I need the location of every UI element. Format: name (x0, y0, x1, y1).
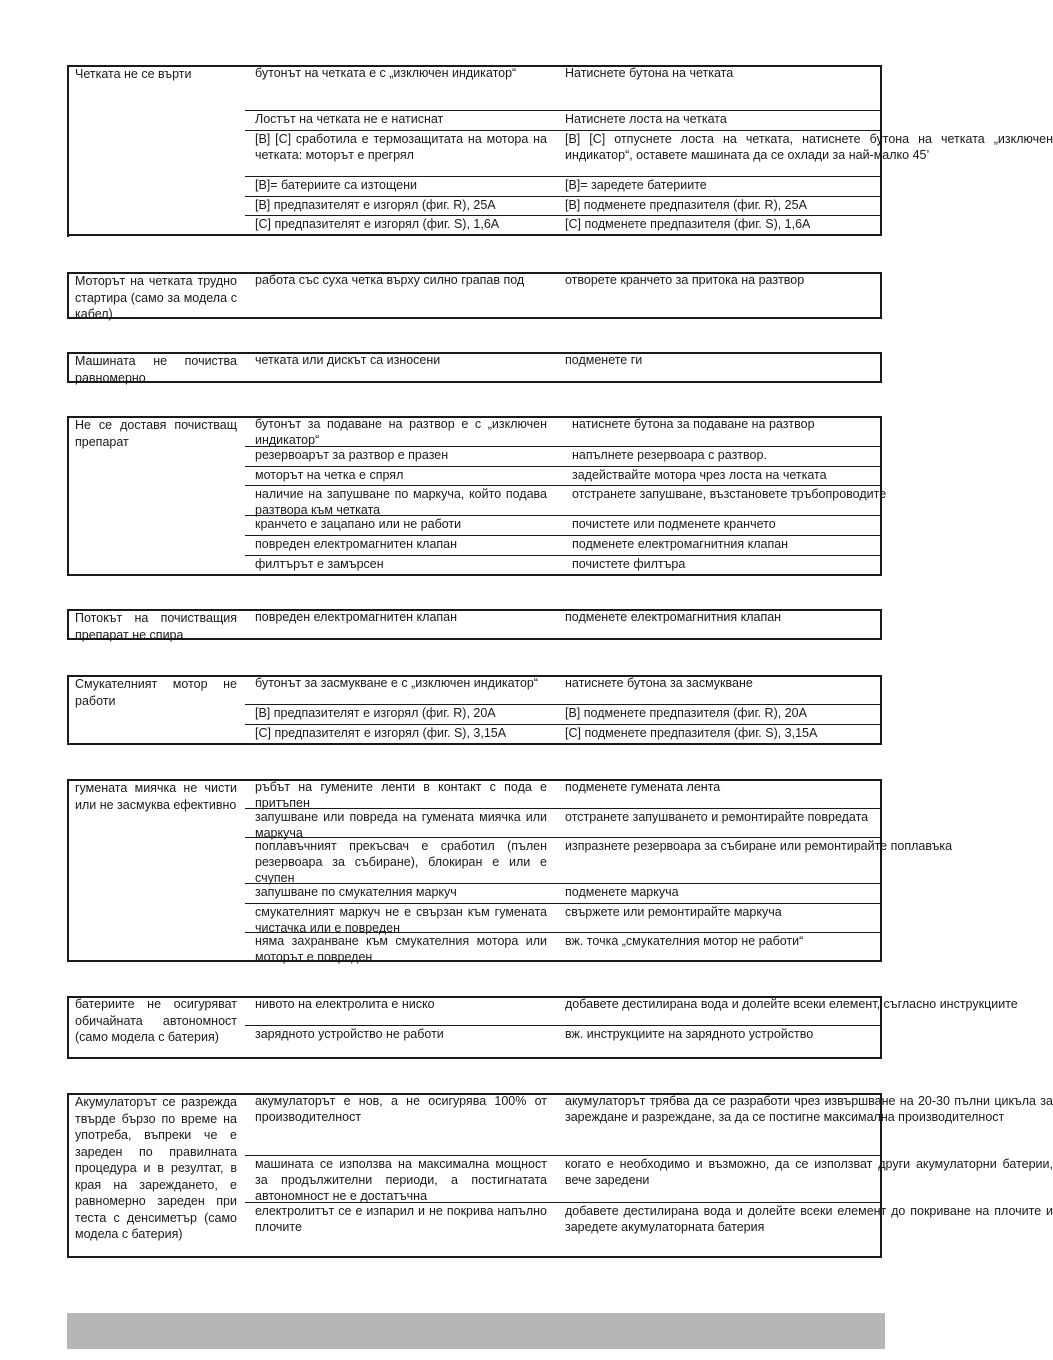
remedy-text: почистете или подменете кранчето (572, 517, 776, 531)
cause-text: филтърът е замърсен (255, 557, 384, 571)
remedy-text: [B] подменете предпазителя (фиг. R), 25A (565, 198, 807, 212)
table-row (245, 724, 882, 745)
remedy-text: изпразнете резервоара за събиране или ремонтирайте поплавъка (565, 839, 953, 853)
table-row (245, 704, 882, 725)
table-row (245, 996, 1018, 1026)
table-row (245, 808, 882, 839)
troubleshoot-block-detergent (67, 416, 887, 576)
table-row (245, 515, 882, 536)
troubleshoot-block-battery-autonomy (67, 996, 1018, 1059)
table-row (245, 416, 882, 446)
table-row (245, 446, 882, 467)
remedy-text: [B]= заредете батериите (565, 178, 707, 192)
footer-bar (67, 1313, 885, 1349)
table-row (245, 535, 882, 556)
table-row (245, 215, 882, 236)
cause-text: бутонът за подаване на разтвор е с „изключен индикатор“ (255, 417, 547, 447)
remedy-text: подменете маркуча (565, 885, 679, 899)
cause-text: [B]= батериите са изтощени (255, 178, 417, 192)
cause-text: ръбът на гумените ленти в контакт с пода е притъпен (255, 780, 547, 810)
table-row (245, 883, 882, 904)
cause-text: работа със суха четка върху силно грапав под (255, 273, 525, 287)
table-row (245, 932, 882, 962)
remedy-text: подменете електромагнитния клапан (565, 610, 782, 624)
symptom-text: Акумулаторът се разрежда твърде бързо по време на употреба, въпреки че е зареден по правилната процедура и в резултат, в края на зареждането, е равномерно зареден при теста с денсиметър (само модела с батерия) (75, 1095, 237, 1241)
cause-text: [B] предпазителят е изгорял (фиг. R), 25A (255, 198, 496, 212)
symptom-text: Машината не почиства равномерно (75, 354, 237, 385)
table-row (245, 176, 882, 197)
cause-text: повреден електромагнитен клапан (255, 610, 458, 624)
symptom-text: Моторът на четката трудно стартира (само за модела с кабел) (75, 274, 237, 321)
remedy-text: акумулаторът трябва да се разработи чрез извършване на 20-30 пълни цикъла за зареждане и разреждане, за да се постигне максимална производителност (565, 1094, 1053, 1124)
table-row (245, 485, 887, 517)
cause-text: кранчето е зацапано или не работи (255, 517, 462, 531)
symptom-text: гумената миячка не чисти или не засмуква ефективно (75, 781, 237, 812)
cause-text: електролитът се е изпарил и не покрива напълно плочите (255, 1204, 547, 1234)
cause-text: бутонът на четката е с „изключен индикатор“ (255, 66, 517, 80)
remedy-text: отстранете запушването и ремонтирайте повредата (565, 810, 869, 824)
cause-text: акумулаторът е нов, а не осигурява 100% от производителност (255, 1094, 547, 1124)
troubleshoot-block-uneven (67, 352, 882, 383)
remedy-text: отстранете запушване, възстановете тръбопроводите (572, 487, 887, 501)
troubleshoot-block-squeegee (67, 779, 953, 964)
cause-text: [C] предпазителят е изгорял (фиг. S), 3,15A (255, 726, 507, 740)
symptom-text: Потокът на почистващия препарат не спира (75, 611, 237, 642)
remedy-text: добавете дестилирана вода и долейте всеки елемент, съгласно инструкциите (565, 997, 1018, 1011)
table-row (245, 196, 882, 217)
table-row (245, 272, 882, 318)
table-row (245, 1025, 882, 1059)
cause-text: [B] [C] сработила е термозащитата на мотора на четката: моторът е прегрял (255, 132, 547, 162)
remedy-text: [C] подменете предпазителя (фиг. S), 1,6A (565, 217, 811, 231)
cause-text: поплавъчният прекъсвач е сработил (пълен резервоара за събиране), блокиран е или е счупен (255, 839, 547, 885)
cause-text: машината се използва на максимална мощност за продължителни периоди, а постигнатата автономност не е достатъчна (255, 1157, 547, 1203)
table-row (245, 903, 882, 934)
remedy-text: вж. инструкциите на зарядното устройство (565, 1027, 814, 1041)
cause-text: зарядното устройство не работи (255, 1027, 444, 1041)
troubleshoot-block-suction-motor (67, 675, 882, 745)
troubleshoot-block-flow (67, 609, 882, 640)
cause-text: повреден електромагнитен клапан (255, 537, 458, 551)
troubleshoot-block-brush (67, 65, 1053, 236)
symptom-text: Четката не се върти (75, 67, 192, 81)
cause-text: резервоарът за разтвор е празен (255, 448, 449, 462)
remedy-text: подменете ги (565, 353, 643, 367)
remedy-text: подменете електромагнитния клапан (572, 537, 789, 551)
table-row (245, 352, 882, 382)
table-row (245, 130, 1053, 177)
table-row (245, 1202, 1053, 1258)
symptom-text: Смукателният мотор не работи (75, 677, 237, 708)
table-row (245, 837, 953, 885)
remedy-text: натиснете бутона за засмукване (565, 676, 753, 690)
table-row (245, 1155, 1053, 1203)
remedy-text: [B] [C] отпуснете лоста на четката, натиснете бутона на четката „изключен индикатор“, оставете машината да се охлади за най-малко 45’ (565, 132, 1053, 162)
cause-text: наличие на запушване по маркуча, който подава разтвора към четката (255, 487, 547, 517)
troubleshoot-block-battery-discharge (67, 1093, 1053, 1258)
cause-text: Лостът на четката не е натиснат (255, 112, 444, 126)
cause-text: [C] предпазителят е изгорял (фиг. S), 1,6A (255, 217, 500, 231)
cause-text: бутонът за засмукване е с „изключен индикатор“ (255, 676, 539, 690)
cause-text: няма захранване към смукателния мотора или моторът е повреден (255, 934, 547, 964)
remedy-text: натиснете бутона за подаване на разтвор (572, 417, 815, 431)
cause-text: [B] предпазителят е изгорял (фиг. R), 20A (255, 706, 496, 720)
remedy-text: напълнете резервоара с разтвор. (572, 448, 767, 462)
remedy-text: задействайте мотора чрез лоста на четката (572, 468, 827, 482)
remedy-text: добавете дестилирана вода и долейте всеки елемент до покриване на плочите и заредете акумулаторната батерия (565, 1204, 1053, 1234)
cause-text: четката или дискът са износени (255, 353, 441, 367)
table-row (245, 555, 882, 576)
remedy-text: свържете или ремонтирайте маркуча (565, 905, 782, 919)
remedy-text: подменете гумената лента (565, 780, 721, 794)
table-row (245, 609, 882, 639)
cause-text: смукателният маркуч не е свързан към гумената чистачка или е повреден (255, 905, 547, 935)
cause-text: нивото на електролита е ниско (255, 997, 435, 1011)
symptom-text: Не се доставя почистващ препарат (75, 418, 237, 449)
cause-text: моторът на четка е спрял (255, 468, 404, 482)
table-row (245, 1093, 1053, 1155)
table-row (245, 466, 882, 487)
remedy-text: почистете филтъра (572, 557, 686, 571)
remedy-text: [B] подменете предпазителя (фиг. R), 20A (565, 706, 807, 720)
table-row (245, 675, 882, 705)
cause-text: запушване или повреда на гумената миячка или маркуча (255, 810, 547, 840)
remedy-text: вж. точка „смукателния мотор не работи“ (565, 934, 804, 948)
table-row (245, 65, 882, 111)
cause-text: запушване по смукателния маркуч (255, 885, 457, 899)
remedy-text: отворете кранчето за притока на разтвор (565, 273, 805, 287)
remedy-text: Натиснете бутона на четката (565, 66, 734, 80)
troubleshoot-block-brush-motor (67, 272, 882, 319)
remedy-text: когато е необходимо и възможно, да се използват други акумулаторни батерии, вече заредени (565, 1157, 1053, 1187)
remedy-text: Натиснете лоста на четката (565, 112, 727, 126)
remedy-text: [C] подменете предпазителя (фиг. S), 3,15A (565, 726, 818, 740)
table-row (245, 779, 882, 809)
table-row (245, 110, 882, 131)
symptom-text: батериите не осигуряват обичайната автономност (само модела с батерия) (75, 997, 237, 1044)
